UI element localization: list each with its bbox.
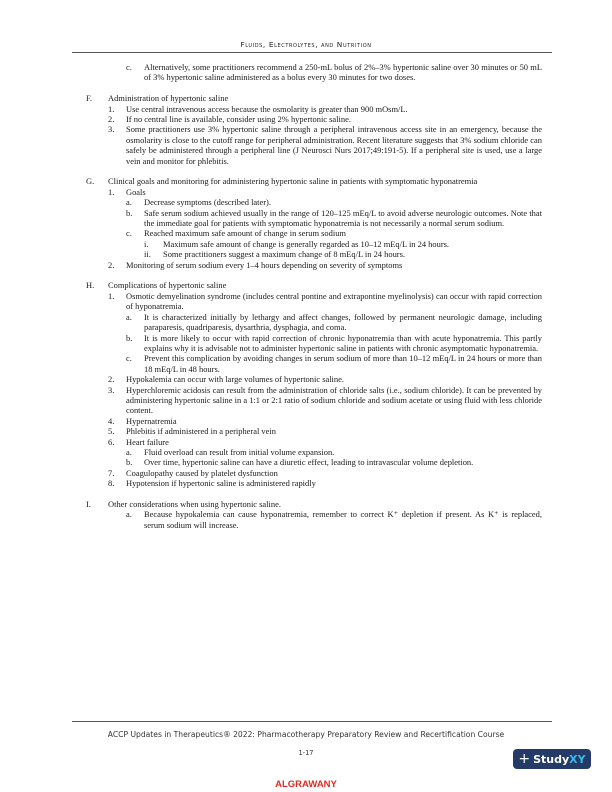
outline-item-level-2 — [86, 124, 542, 166]
outline-marker: 1. — [108, 103, 115, 114]
outline-marker: 2. — [108, 114, 115, 125]
outline-marker: 2. — [108, 374, 115, 385]
outline-item-level-2 — [86, 260, 542, 270]
outline-text: It is more likely to occur with rapid correction of chronic hyponatremia than with acute hyponatremia. This partly explains why it is advisable not to administer hypertonic saline in patients with chronic asymptomatic hyponatremia. — [144, 332, 542, 353]
outline-item-level-3 — [86, 447, 542, 457]
running-header: Fluids, Electrolytes, and Nutrition — [240, 40, 372, 49]
outline-marker: 5. — [108, 426, 115, 437]
outline-item-level-2 — [86, 426, 542, 436]
outline-item-level-3 — [86, 509, 542, 530]
outline-marker: 4. — [108, 415, 115, 426]
outline-marker: 2. — [108, 259, 115, 270]
outline-text: Hypernatremia — [126, 415, 177, 426]
outline-text: Decrease symptoms (described later). — [144, 197, 271, 208]
outline-text: Phlebitis if administered in a peripheral vein — [126, 426, 276, 437]
outline-item-level-1 — [86, 499, 542, 509]
outline-text: Heart failure — [126, 436, 169, 447]
outline-item-level-2 — [86, 114, 542, 124]
outline-marker: 1. — [108, 290, 115, 301]
outline-text: Hyperchloremic acidosis can result from the administration of chloride salts (i.e., sodium chloride). It can be prevented by administering hypertonic saline in a 1:1 or 2:1 ratio of sodium chloride and sodium acetate or using fluid with less chloride content. — [126, 384, 542, 416]
outline-marker: 3. — [108, 124, 115, 135]
outline-text: Hypokalemia can occur with large volumes of hypertonic saline. — [126, 374, 344, 385]
outline-text: Hypotension if hypertonic saline is administered rapidly — [126, 478, 316, 489]
outline-marker: ii. — [144, 249, 151, 260]
outline-text: Goals — [126, 186, 146, 197]
outline-item-level-2 — [86, 478, 542, 488]
outline-text: Prevent this complication by avoiding changes in serum sodium of more than 10–12 mEq/L in 24 hours or more than 18 mEq/L in 48 hours. — [144, 353, 542, 374]
outline-item-level-1 — [86, 176, 542, 186]
page-number: 1-17 — [298, 749, 314, 757]
outline-item-level-2 — [86, 468, 542, 478]
footer-divider — [72, 721, 552, 722]
header-divider — [72, 52, 552, 53]
outline-marker: a. — [126, 311, 132, 322]
outline-item-level-3 — [86, 197, 542, 207]
outline-text: Maximum safe amount of change is generally regarded as 10–12 mEq/L in 24 hours. — [163, 238, 450, 249]
outline-item-level-2 — [86, 291, 542, 312]
outline-item-level-3 — [86, 353, 542, 374]
outline-item-level-2 — [86, 187, 542, 197]
outline-marker: b. — [126, 457, 133, 468]
outline-item-level-1 — [86, 93, 542, 103]
outline-text: If no central line is available, consider using 2% hypertonic saline. — [126, 114, 351, 125]
outline-marker: b. — [126, 207, 133, 218]
outline-item-level-4 — [86, 239, 542, 249]
brand-name-study: Study — [533, 752, 570, 766]
plus-icon: + — [518, 751, 531, 767]
outline-item-level-2 — [86, 385, 542, 416]
outline-marker: 3. — [108, 384, 115, 395]
watermark: ALGRAWANY — [275, 779, 337, 790]
outline-marker: G. — [86, 176, 95, 187]
studyxy-badge[interactable] — [513, 749, 591, 769]
outline-text: Administration of hypertonic saline — [108, 93, 229, 104]
outline-marker: c. — [126, 353, 132, 364]
paragraph-spacer — [86, 166, 542, 176]
outline-body — [86, 62, 542, 530]
outline-item-level-2 — [86, 416, 542, 426]
paragraph-spacer — [86, 489, 542, 499]
outline-item-level-3 — [86, 333, 542, 354]
outline-text: Safe serum sodium achieved usually in the range of 120–125 mEq/L to avoid adverse neurologic outcomes. Note that the immediate goal for patients with symptomatic hyponatremia is not necessarily a normal serum sodium. — [144, 207, 542, 229]
outline-marker: 1. — [108, 186, 115, 197]
outline-marker: b. — [126, 332, 133, 343]
brand-name-xy: XY — [569, 752, 586, 766]
outline-marker: i. — [144, 238, 149, 249]
outline-item-level-3 — [86, 228, 542, 238]
outline-text: Fluid overload can result from initial volume expansion. — [144, 446, 335, 457]
outline-text: It is characterized initially by lethargy and affect changes, followed by permanent neurologic damage, including paraparesis, quadriparesis, dysarthria, dysphagia, and coma. — [144, 311, 542, 333]
outline-marker: 7. — [108, 467, 115, 478]
outline-marker: a. — [126, 446, 132, 457]
outline-marker: 6. — [108, 436, 115, 447]
outline-item-level-3 — [86, 208, 542, 229]
outline-text: Over time, hypertonic saline can have a diuretic effect, leading to intravascular volume depletion. — [144, 457, 474, 468]
outline-item-level-4 — [86, 249, 542, 259]
outline-text: Use central intravenous access because the osmolarity is greater than 900 mOsm/L. — [126, 103, 408, 114]
outline-text: Osmotic demyelination syndrome (includes central pontine and extrapontine myelinolysis) can occur with rapid correction of hyponatremia. — [126, 290, 542, 312]
outline-item-level-3 — [86, 62, 542, 83]
outline-item-level-1 — [86, 280, 542, 290]
outline-text: Some practitioners use 3% hypertonic saline through a peripheral intravenous access site in an emergency, because the osmolarity is close to the cutoff range for peripheral administration. Recent literature suggests that 3% sodium chloride can safely be administered through a peripheral line (J Neurosci Nurs 2017;49:191-5). If a peripheral site is used, use a large vein and monitor for phlebitis. — [126, 124, 542, 166]
outline-text: Coagulopathy caused by platelet dysfunction — [126, 467, 278, 478]
outline-marker: F. — [86, 93, 93, 104]
brand-name — [533, 753, 586, 766]
outline-text: Alternatively, some practitioners recommend a 250-mL bolus of 2%–3% hypertonic saline over 30 minutes or 50 mL of 3% hypertonic saline administered as a bolus every 30 minutes for two doses. — [144, 62, 542, 83]
outline-marker: H. — [86, 280, 95, 291]
paragraph-spacer — [86, 270, 542, 280]
outline-item-level-2 — [86, 104, 542, 114]
outline-text: Because hypokalemia can cause hyponatremia, remember to correct K⁺ depletion if present. As K⁺ is replaced, serum sodium will increase. — [144, 509, 542, 530]
outline-text: Monitoring of serum sodium every 1–4 hours depending on severity of symptoms — [126, 259, 403, 270]
footer-course-title: ACCP Updates in Therapeutics® 2022: Pharmacotherapy Preparatory Review and Recertification Course — [107, 730, 505, 739]
outline-text: Clinical goals and monitoring for administering hypertonic saline in patients with symptomatic hyponatremia — [108, 176, 478, 187]
outline-text: Reached maximum safe amount of change in serum sodium — [144, 228, 346, 239]
outline-text: Some practitioners suggest a maximum change of 8 mEq/L in 24 hours. — [163, 249, 405, 260]
outline-marker: I. — [86, 499, 91, 509]
outline-item-level-3 — [86, 312, 542, 333]
outline-item-level-2 — [86, 374, 542, 384]
outline-marker: c. — [126, 62, 132, 72]
outline-marker: a. — [126, 197, 132, 208]
outline-item-level-2 — [86, 437, 542, 447]
outline-marker: 8. — [108, 478, 115, 489]
outline-text: Other considerations when using hypertonic saline. — [108, 499, 281, 509]
outline-marker: a. — [126, 509, 132, 520]
outline-marker: c. — [126, 228, 132, 239]
outline-text: Complications of hypertonic saline — [108, 280, 227, 291]
paragraph-spacer — [86, 83, 542, 93]
outline-item-level-3 — [86, 457, 542, 467]
